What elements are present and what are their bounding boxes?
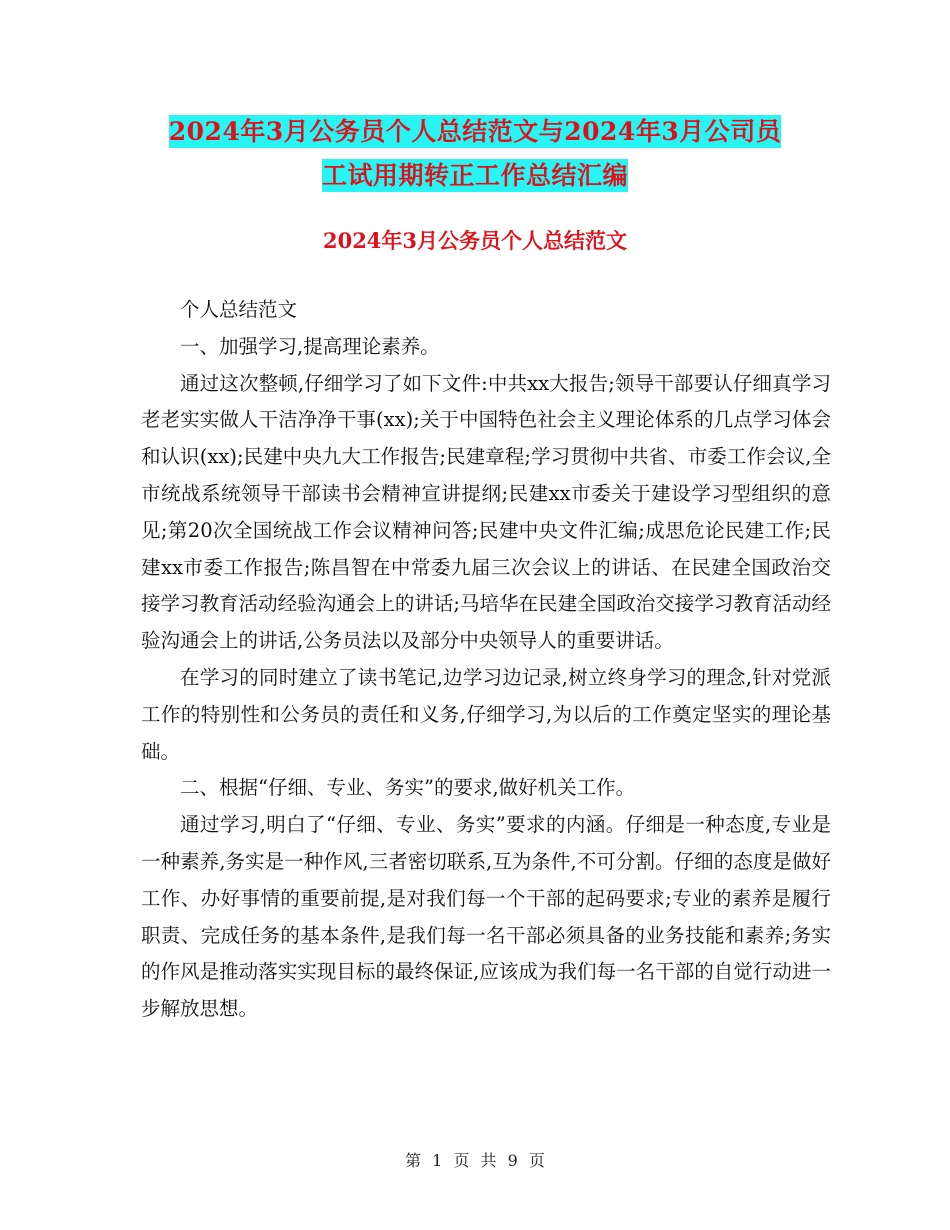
section-title: 2024年3月公务员个人总结范文 (322, 228, 628, 253)
paragraph: 一、加强学习,提高理论素养。 (180, 334, 440, 358)
paragraph: 二、根据“仔细、专业、务实”的要求,做好机关工作。 (180, 776, 636, 800)
page-footer: 第 1 页 共 9 页 (405, 1151, 545, 1170)
document-title-line-2: 工试用期转正工作总结汇编 (321, 161, 628, 190)
paragraph: 在学习的同时建立了读书笔记,边学习边记录,树立终身学习的理念,针对党派工作的特别性和公务员的责任和义务,仔细学习,为以后的工作奠定坚实的理论基础。 (141, 665, 831, 763)
document-title-line-1: 2024年3月公务员个人总结范文与2024年3月公司员 (168, 117, 782, 146)
paragraph: 个人总结范文 (180, 298, 298, 321)
document-body (141, 292, 831, 1028)
paragraph: 通过学习,明白了“仔细、专业、务实”要求的内涵。仔细是一种态度,专业是一种素养,务实是一种作风,三者密切联系,互为条件,不可分割。仔细的态度是做好工作、办好事情的重要前提,是对我们每一个干部的起码要求;专业的素养是履行职责、完成任务的基本条件,是我们每一名干部必须具备的业务技能和素养;务实的作风是推动落实实现目标的最终保证,应该成为我们每一名干部的自觉行动进一步解放思想。 (141, 813, 831, 1021)
paragraph: 通过这次整顿,仔细学习了如下文件:中共xx大报告;领导干部要认仔细真学习老老实实做人干洁净净干事(xx);关于中国特色社会主义理论体系的几点学习体会和认识(xx);民建中央九大工作报告;民建章程;学习贯彻中共省、市委工作会议,全市统战系统领导干部读书会精神宣讲提纲;民建xx市委关于建设学习型组织的意见;第20次全国统战工作会议精神问答;民建中央文件汇编;成思危论民建工作;民建xx市委工作报告;陈昌智在中常委九届三次会议上的讲话、在民建全国政治交接学习教育活动经验沟通会上的讲话;马培华在民建全国政治交接学习教育活动经验沟通会上的讲话,公务员法以及部分中央领导人的重要讲话。 (141, 371, 831, 653)
